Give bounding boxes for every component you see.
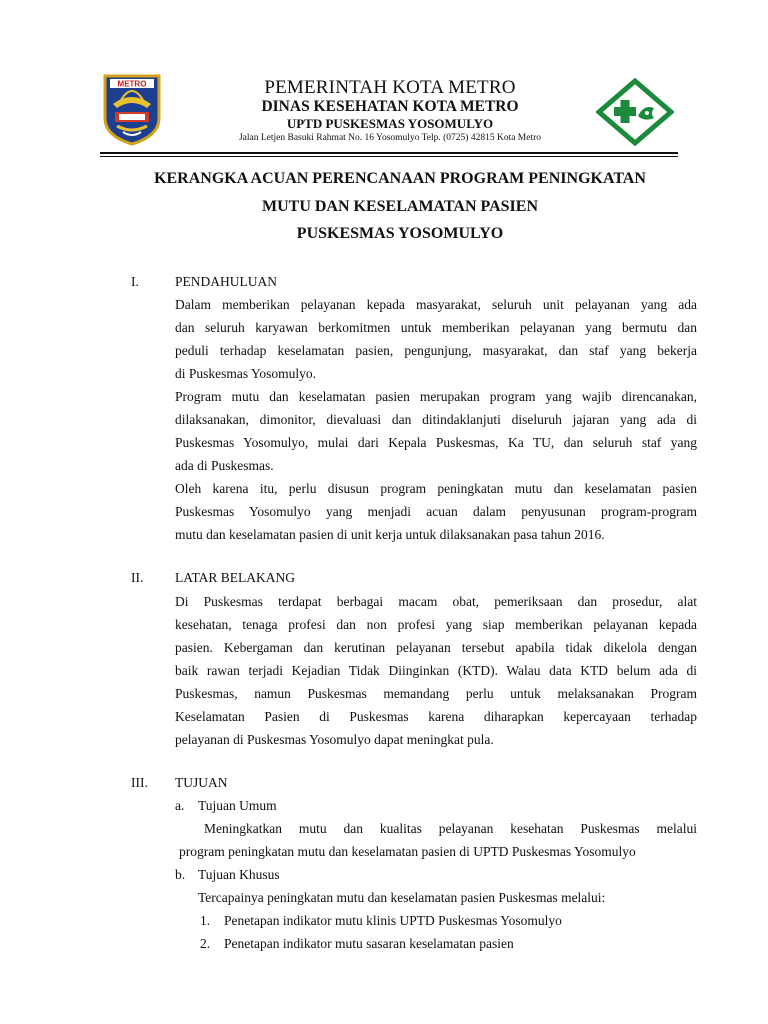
paragraph-line: Meningkatkan mutu dan kualitas pelayanan kesehatan Puskesmas melalui bbox=[204, 821, 697, 836]
paragraph-line: Dalam memberikan pelayanan kepada masyarakat, seluruh unit pelayanan yang ada bbox=[175, 297, 697, 312]
letterhead-government: PEMERINTAH KOTA METRO bbox=[264, 77, 516, 98]
section-heading-latar-belakang: LATAR BELAKANG bbox=[175, 570, 296, 585]
list-marker: 1. bbox=[200, 913, 211, 928]
puskesmas-logo bbox=[596, 78, 674, 146]
letterhead-divider-thin bbox=[100, 156, 678, 157]
section-number: III. bbox=[131, 775, 148, 790]
paragraph-line: Puskesmas Yosomulyo yang menjadi acuan dalam penyusunan program-program bbox=[175, 504, 697, 519]
paragraph-line: peduli terhadap keselamatan pasien, pengunjung, masyarakat, dan staf yang bekerja bbox=[175, 343, 697, 358]
paragraph-line: pasien. Kebergaman dan kerutinan pelayanan tersebut apabila tidak dikelola dengan bbox=[175, 640, 697, 655]
section-number: II. bbox=[131, 570, 144, 585]
paragraph-line: ada di Puskesmas. bbox=[175, 458, 274, 473]
paragraph-line: dilaksanakan, dimonitor, dievaluasi dan ditindaklanjuti diseluruh jajaran yang ada di bbox=[175, 412, 697, 427]
paragraph-line: mutu dan keselamatan pasien di unit kerja untuk dilaksanakan pasa tahun 2016. bbox=[175, 527, 605, 542]
paragraph-line: dan seluruh karyawan berkomitmen untuk memberikan pelayanan yang bermutu dan bbox=[175, 320, 697, 335]
paragraph-line: pelayanan di Puskesmas Yosomulyo dapat meningkat pula. bbox=[175, 732, 494, 747]
paragraph-line: di Puskesmas Yosomulyo. bbox=[175, 366, 317, 381]
subheading-tujuan-umum: Tujuan Umum bbox=[198, 798, 277, 813]
paragraph-line: Oleh karena itu, perlu disusun program peningkatan mutu dan keselamatan pasien bbox=[175, 481, 697, 496]
list-item: Penetapan indikator mutu sasaran keselamatan pasien bbox=[224, 936, 514, 951]
section-number: I. bbox=[131, 274, 139, 289]
list-item: Penetapan indikator mutu klinis UPTD Puskesmas Yosomulyo bbox=[224, 913, 562, 928]
list-marker: b. bbox=[175, 867, 186, 882]
kota-metro-crest-logo bbox=[103, 74, 161, 146]
section-heading-tujuan: TUJUAN bbox=[175, 775, 228, 790]
document-title-line-1: KERANGKA ACUAN PERENCANAAN PROGRAM PENINGKATAN bbox=[154, 170, 646, 187]
subheading-tujuan-khusus: Tujuan Khusus bbox=[198, 867, 280, 882]
document-title-line-3: PUSKESMAS YOSOMULYO bbox=[296, 225, 504, 242]
paragraph-line: program peningkatan mutu dan keselamatan pasien di UPTD Puskesmas Yosomulyo bbox=[179, 844, 636, 859]
document-title-line-2: MUTU DAN KESELAMATAN PASIEN bbox=[261, 198, 538, 215]
paragraph-line: Puskesmas, namun Puskesmas memandang perlu untuk melaksanakan Program bbox=[175, 686, 697, 701]
letterhead-address: Jalan Letjen Basuki Rahmat No. 16 Yosomulyo Telp. (0725) 42815 Kota Metro bbox=[238, 133, 542, 143]
paragraph-line: Puskesmas Yosomulyo, mulai dari Kepala Puskesmas, Ka TU, dan seluruh staf yang bbox=[175, 435, 697, 450]
section-heading-pendahuluan: PENDAHULUAN bbox=[175, 274, 277, 289]
paragraph-line: Keselamatan Pasien di Puskesmas karena diharapkan kepercayaan terhadap bbox=[175, 709, 697, 724]
paragraph-line: Tercapainya peningkatan mutu dan keselamatan pasien Puskesmas melalui: bbox=[198, 890, 606, 905]
letterhead-unit: UPTD PUSKESMAS YOSOMULYO bbox=[286, 116, 494, 131]
list-marker: 2. bbox=[200, 936, 211, 951]
paragraph-line: Di Puskesmas terdapat berbagai macam obat, pemeriksaan dan prosedur, alat bbox=[175, 594, 697, 609]
paragraph-line: Program mutu dan keselamatan pasien merupakan program yang wajib direncanakan, bbox=[175, 389, 697, 404]
letterhead-department: DINAS KESEHATAN KOTA METRO bbox=[261, 98, 519, 115]
crest-text: METRO bbox=[117, 79, 147, 89]
paragraph-line: baik rawan terjadi Kejadian Tidak Diinginkan (KTD). Walau data KTD belum ada di bbox=[175, 663, 697, 678]
list-marker: a. bbox=[175, 798, 185, 813]
paragraph-line: kesehatan, tenaga profesi dan non profesi yang siap memberikan pelayanan kepada bbox=[175, 617, 697, 632]
letterhead-divider-thick bbox=[100, 152, 678, 154]
